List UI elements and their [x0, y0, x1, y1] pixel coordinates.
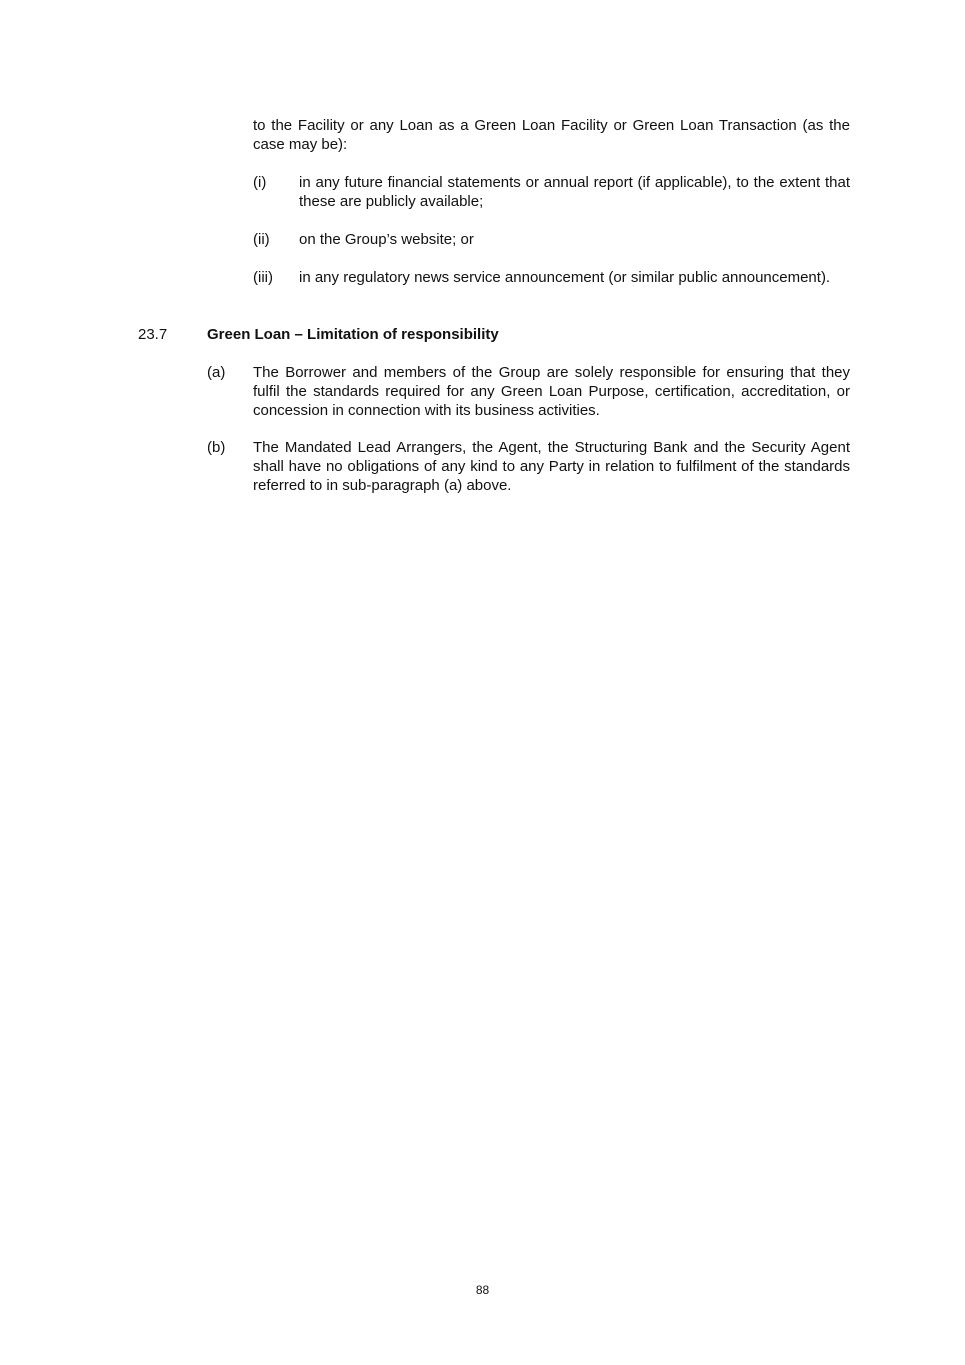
sub-item-text: in any future financial statements or annual report (if applicable), to the extent that these are publicly available; — [299, 174, 850, 210]
section-title: Green Loan – Limitation of responsibility — [207, 326, 499, 343]
paragraph-label: (b) — [207, 439, 226, 456]
sub-item-text: in any regulatory news service announcement (or similar public announcement). — [299, 269, 831, 286]
section-number: 23.7 — [138, 326, 168, 343]
sub-item-label: (ii) — [253, 231, 270, 248]
sub-item-label: (i) — [253, 174, 267, 191]
paragraph-text: The Mandated Lead Arrangers, the Agent, the Structuring Bank and the Security Agent shall have no obligations of any kind to any Party in relation to fulfilment of the standards referred to in sub-paragraph (a) above. — [253, 439, 850, 494]
paragraph-text: The Borrower and members of the Group are solely responsible for ensuring that they fulfil the standards required for any Green Loan Purpose, certification, accreditation, or concession in connection with its business activities. — [253, 364, 850, 419]
sub-item-label: (iii) — [253, 269, 273, 286]
page-number: 88 — [475, 1283, 490, 1297]
paragraph-label: (a) — [207, 364, 226, 381]
sub-item-text: on the Group’s website; or — [299, 231, 474, 248]
intro-paragraph: to the Facility or any Loan as a Green Loan Facility or Green Loan Transaction (as the case may be): — [253, 117, 850, 153]
